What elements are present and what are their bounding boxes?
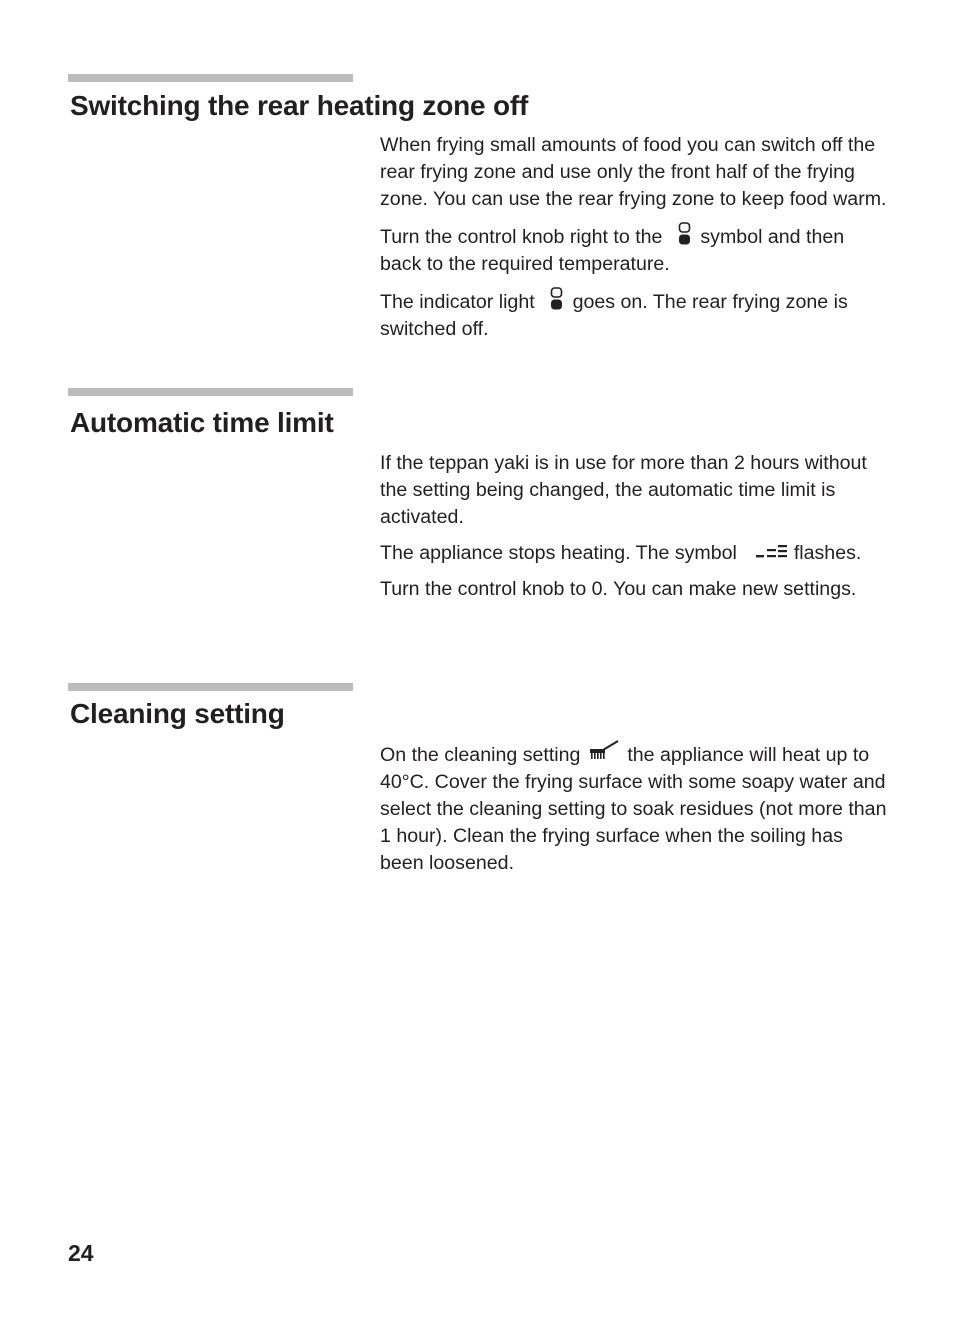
paragraph-text: The indicator light	[380, 291, 535, 313]
paragraph	[380, 740, 890, 877]
section-body	[380, 740, 890, 886]
section-body	[380, 132, 890, 352]
zone-symbol-icon	[678, 222, 691, 246]
paragraph: Turn the control knob to 0. You can make new settings.	[380, 578, 857, 600]
paragraph: When frying small amounts of food you can switch off the rear frying zone and use only the front half of the frying zone. You can use the rear frying zone to keep food warm.	[380, 134, 887, 210]
section-divider	[68, 388, 353, 396]
paragraph-text: flashes.	[793, 542, 862, 564]
paragraph-text: The appliance stops heating. The symbol	[380, 542, 737, 564]
section-divider	[68, 74, 353, 82]
paragraph	[380, 540, 890, 567]
paragraph	[380, 222, 890, 278]
section-heading: Automatic time limit	[70, 407, 334, 438]
paragraph: If the teppan yaki is in use for more than 2 hours without the setting being changed, the automatic time limit is activated.	[380, 452, 867, 528]
paragraph-text: On the cleaning setting	[380, 744, 581, 766]
section-body	[380, 450, 890, 612]
section-divider	[68, 683, 353, 691]
cleaning-brush-icon	[588, 740, 620, 762]
zone-symbol-icon	[550, 287, 563, 311]
page-number: 24	[68, 1240, 94, 1266]
paragraph-text: the appliance will heat up to 40°C. Cover the frying surface with some soapy water and select the cleaning setting to soak residues (not more than 1 hour). Clean the frying surface when the soiling has been loosened.	[380, 744, 887, 874]
paragraph-text: Turn the control knob right to the	[380, 226, 663, 248]
paragraph-text: goes on. The rear frying zone is switched off.	[380, 291, 848, 340]
section-heading: Cleaning setting	[70, 698, 285, 729]
time-limit-symbol-icon	[754, 543, 788, 561]
paragraph	[380, 287, 890, 343]
paragraph-text: symbol and then back to the required temperature.	[380, 226, 845, 275]
section-heading: Switching the rear heating zone off	[70, 90, 529, 121]
